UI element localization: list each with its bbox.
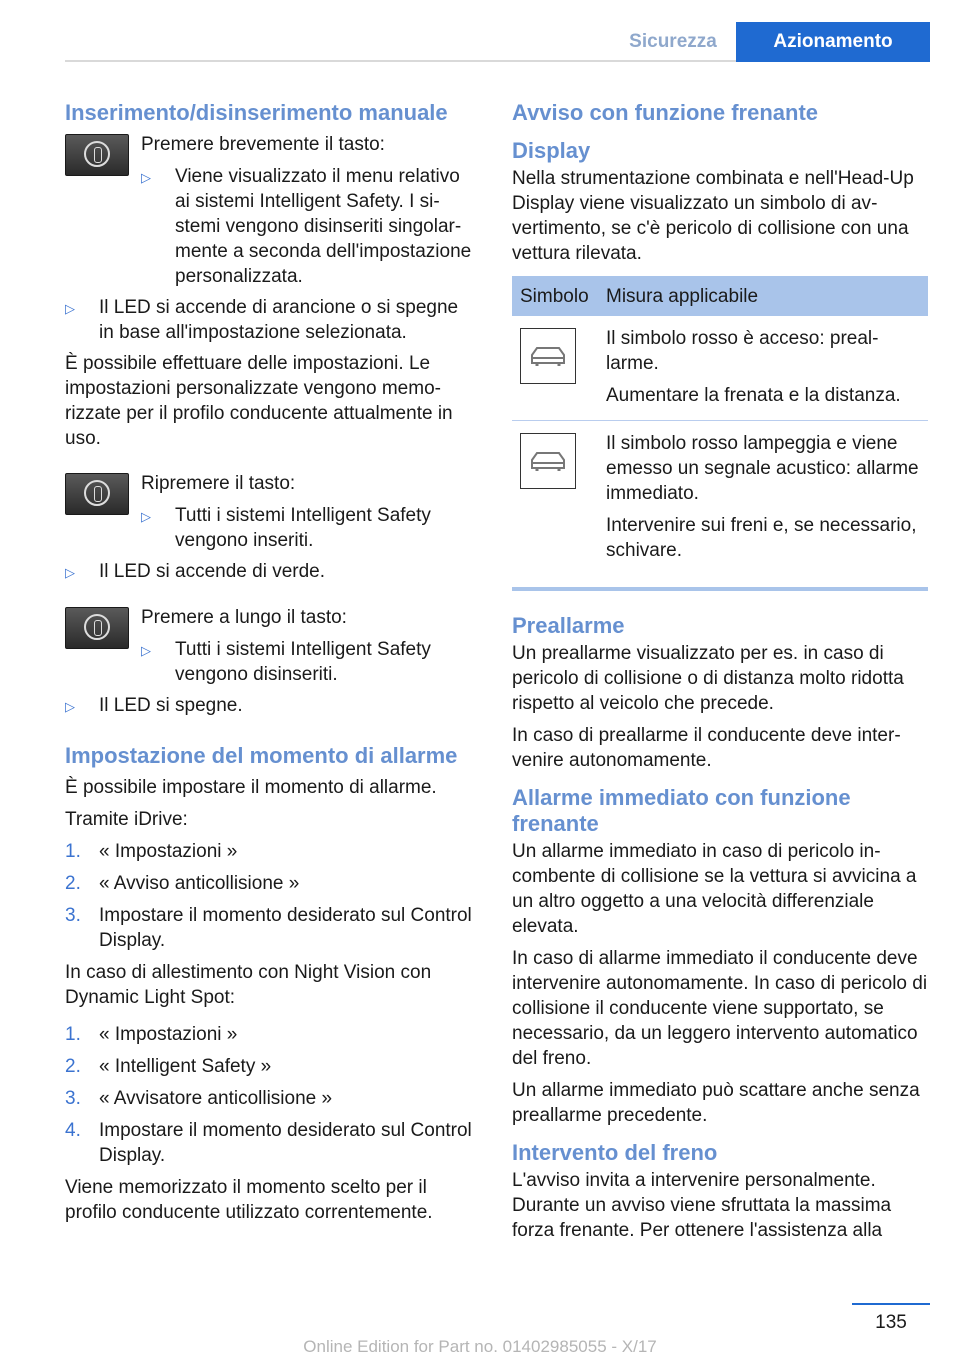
list-item: 1. « Impostazioni » <box>65 1024 238 1045</box>
heading-manual: Inserimento/disinserimento manuale <box>65 100 448 125</box>
idrive-paragraph: Tramite iDrive: <box>65 809 188 830</box>
intelligent-safety-button-icon <box>65 607 129 649</box>
saved-paragraph: Viene memorizzato il momento scelto per il profilo conducente utilizzato correntemente. <box>65 1177 433 1223</box>
block3-intro: Premere a lungo il tasto: <box>141 607 347 628</box>
bullet-item: ▷ Tutti i sistemi Intelligent Safety vengono inseriti. <box>141 505 431 551</box>
block2-intro: Ripremere il tasto: <box>141 473 296 494</box>
list-item: 3. Impostare il momento desiderato sul Control Display. <box>65 905 472 951</box>
left-column <box>65 100 475 1232</box>
footer-rule <box>852 1303 930 1305</box>
button-block-1 <box>65 132 475 295</box>
page-number: 135 <box>875 1312 907 1333</box>
intelligent-safety-button-icon <box>65 473 129 515</box>
prealarm-paragraph-2: In caso di preallarme il conducente deve intervenire autonomamente. <box>512 725 901 771</box>
immediate-paragraph-3: Un allarme immediato può scattare anche senza preallarme precedente. <box>512 1080 920 1126</box>
list-item: 2. « Intelligent Safety » <box>65 1056 272 1077</box>
list-item: 4. Impostare il momento desiderato sul Control Display. <box>65 1120 472 1166</box>
triangle-bullet-icon: ▷ <box>141 643 151 658</box>
triangle-bullet-icon: ▷ <box>141 509 151 524</box>
immediate-paragraph-1: Un allarme immediato in caso di pericolo incombente di collisione se la vettura si avvicina a un altro oggetto a una velocità differenziale elevata. <box>512 841 917 937</box>
table-row: Il simbolo rosso è acceso: preallarme. Aumentare la frenata e la distanza. <box>512 316 928 421</box>
bullet-item: ▷ Il LED si accende di verde. <box>65 559 475 585</box>
bullet-item: ▷ Il LED si accende di arancione o si spegne in base all'impostazione selezionata. <box>65 297 459 343</box>
intelligent-safety-button-icon <box>65 134 129 176</box>
car-warning-icon <box>520 328 576 384</box>
heading-brake-intervention: Intervento del freno <box>512 1140 718 1165</box>
button-block-2 <box>65 471 475 559</box>
heading-display: Display <box>512 138 591 163</box>
header-section-tab[interactable]: Sicurezza <box>629 31 717 52</box>
footer-edition: Online Edition for Part no. 01402985055 - X/17 <box>303 1337 657 1356</box>
table-header-measure: Misura applicabile <box>598 276 928 316</box>
bullet-item: ▷ Il LED si spegne. <box>65 693 475 719</box>
heading-alarm: Impostazione del momento di allarme <box>65 743 458 768</box>
table-header-symbol: Simbolo <box>512 276 598 316</box>
triangle-bullet-icon: ▷ <box>141 170 151 185</box>
immediate-paragraph-2: In caso di allarme immediato il conducente deve intervenire autonomamente. In caso di pericolo di collisione il conducente viene supportato, se necessario, da un leggero intervento automatico del freno. <box>512 948 928 1069</box>
symbol-table <box>512 276 928 575</box>
triangle-bullet-icon: ▷ <box>65 301 75 316</box>
settings-paragraph: È possibile effettuare delle impostazioni. Le impostazioni personalizzate vengono memorizzate per il profilo conducente attualmente in uso. <box>65 353 453 449</box>
night-vision-paragraph: In caso di allestimento con Night Vision con Dynamic Light Spot: <box>65 962 432 1008</box>
header-chapter-tab[interactable]: Azionamento <box>736 22 930 62</box>
list-item: 1. « Impostazioni » <box>65 841 238 862</box>
list-item: 2. « Avviso anticollisione » <box>65 873 300 894</box>
alarm-paragraph: È possibile impostare il momento di allarme. <box>65 777 437 798</box>
display-paragraph: Nella strumentazione combinata e nell'Head-Up Display viene visualizzato un simbolo di avvertimento, se c'è pericolo di collisione con una vettura rilevata. <box>512 168 914 264</box>
heading-immediate-alarm: Allarme immediato con funzione frenante <box>512 785 851 836</box>
triangle-bullet-icon: ▷ <box>65 699 75 714</box>
car-warning-icon <box>520 433 576 489</box>
night-vision-steps-list <box>65 1022 475 1168</box>
heading-prealarm: Preallarme <box>512 613 625 638</box>
prealarm-paragraph-1: Un preallarme visualizzato per es. in caso di pericolo di collisione o di distanza molto ridotta rispetto al veicolo che precede. <box>512 643 904 714</box>
button-block-3 <box>65 605 475 693</box>
list-item: 3. « Avvisatore anticollisione » <box>65 1088 333 1109</box>
triangle-bullet-icon: ▷ <box>65 565 75 580</box>
bullet-item: ▷ Viene visualizzato il menu relativo ai sistemi Intelligent Safety. I sistemi vengono disinseriti singolarmente a seconda dell'impostazione personalizzata. <box>141 166 472 287</box>
bullet-item: ▷ Tutti i sistemi Intelligent Safety vengono disinseriti. <box>141 639 431 685</box>
block1-intro: Premere brevemente il tasto: <box>141 134 385 155</box>
heading-warning-brake: Avviso con funzione frenante <box>512 100 819 125</box>
table-row: Il simbolo rosso lampeggia e viene emesso un segnale acustico: allarme immediato. Intervenire sui freni e, se necessario, schivare. <box>512 421 928 576</box>
right-column <box>512 100 928 1250</box>
idrive-steps-list <box>65 839 475 953</box>
brake-paragraph: L'avviso invita a intervenire personalmente. Durante un avviso viene sfruttata la massima forza frenante. Per ottenere l'assistenza alla <box>512 1170 892 1241</box>
table-end-rule <box>512 587 928 591</box>
